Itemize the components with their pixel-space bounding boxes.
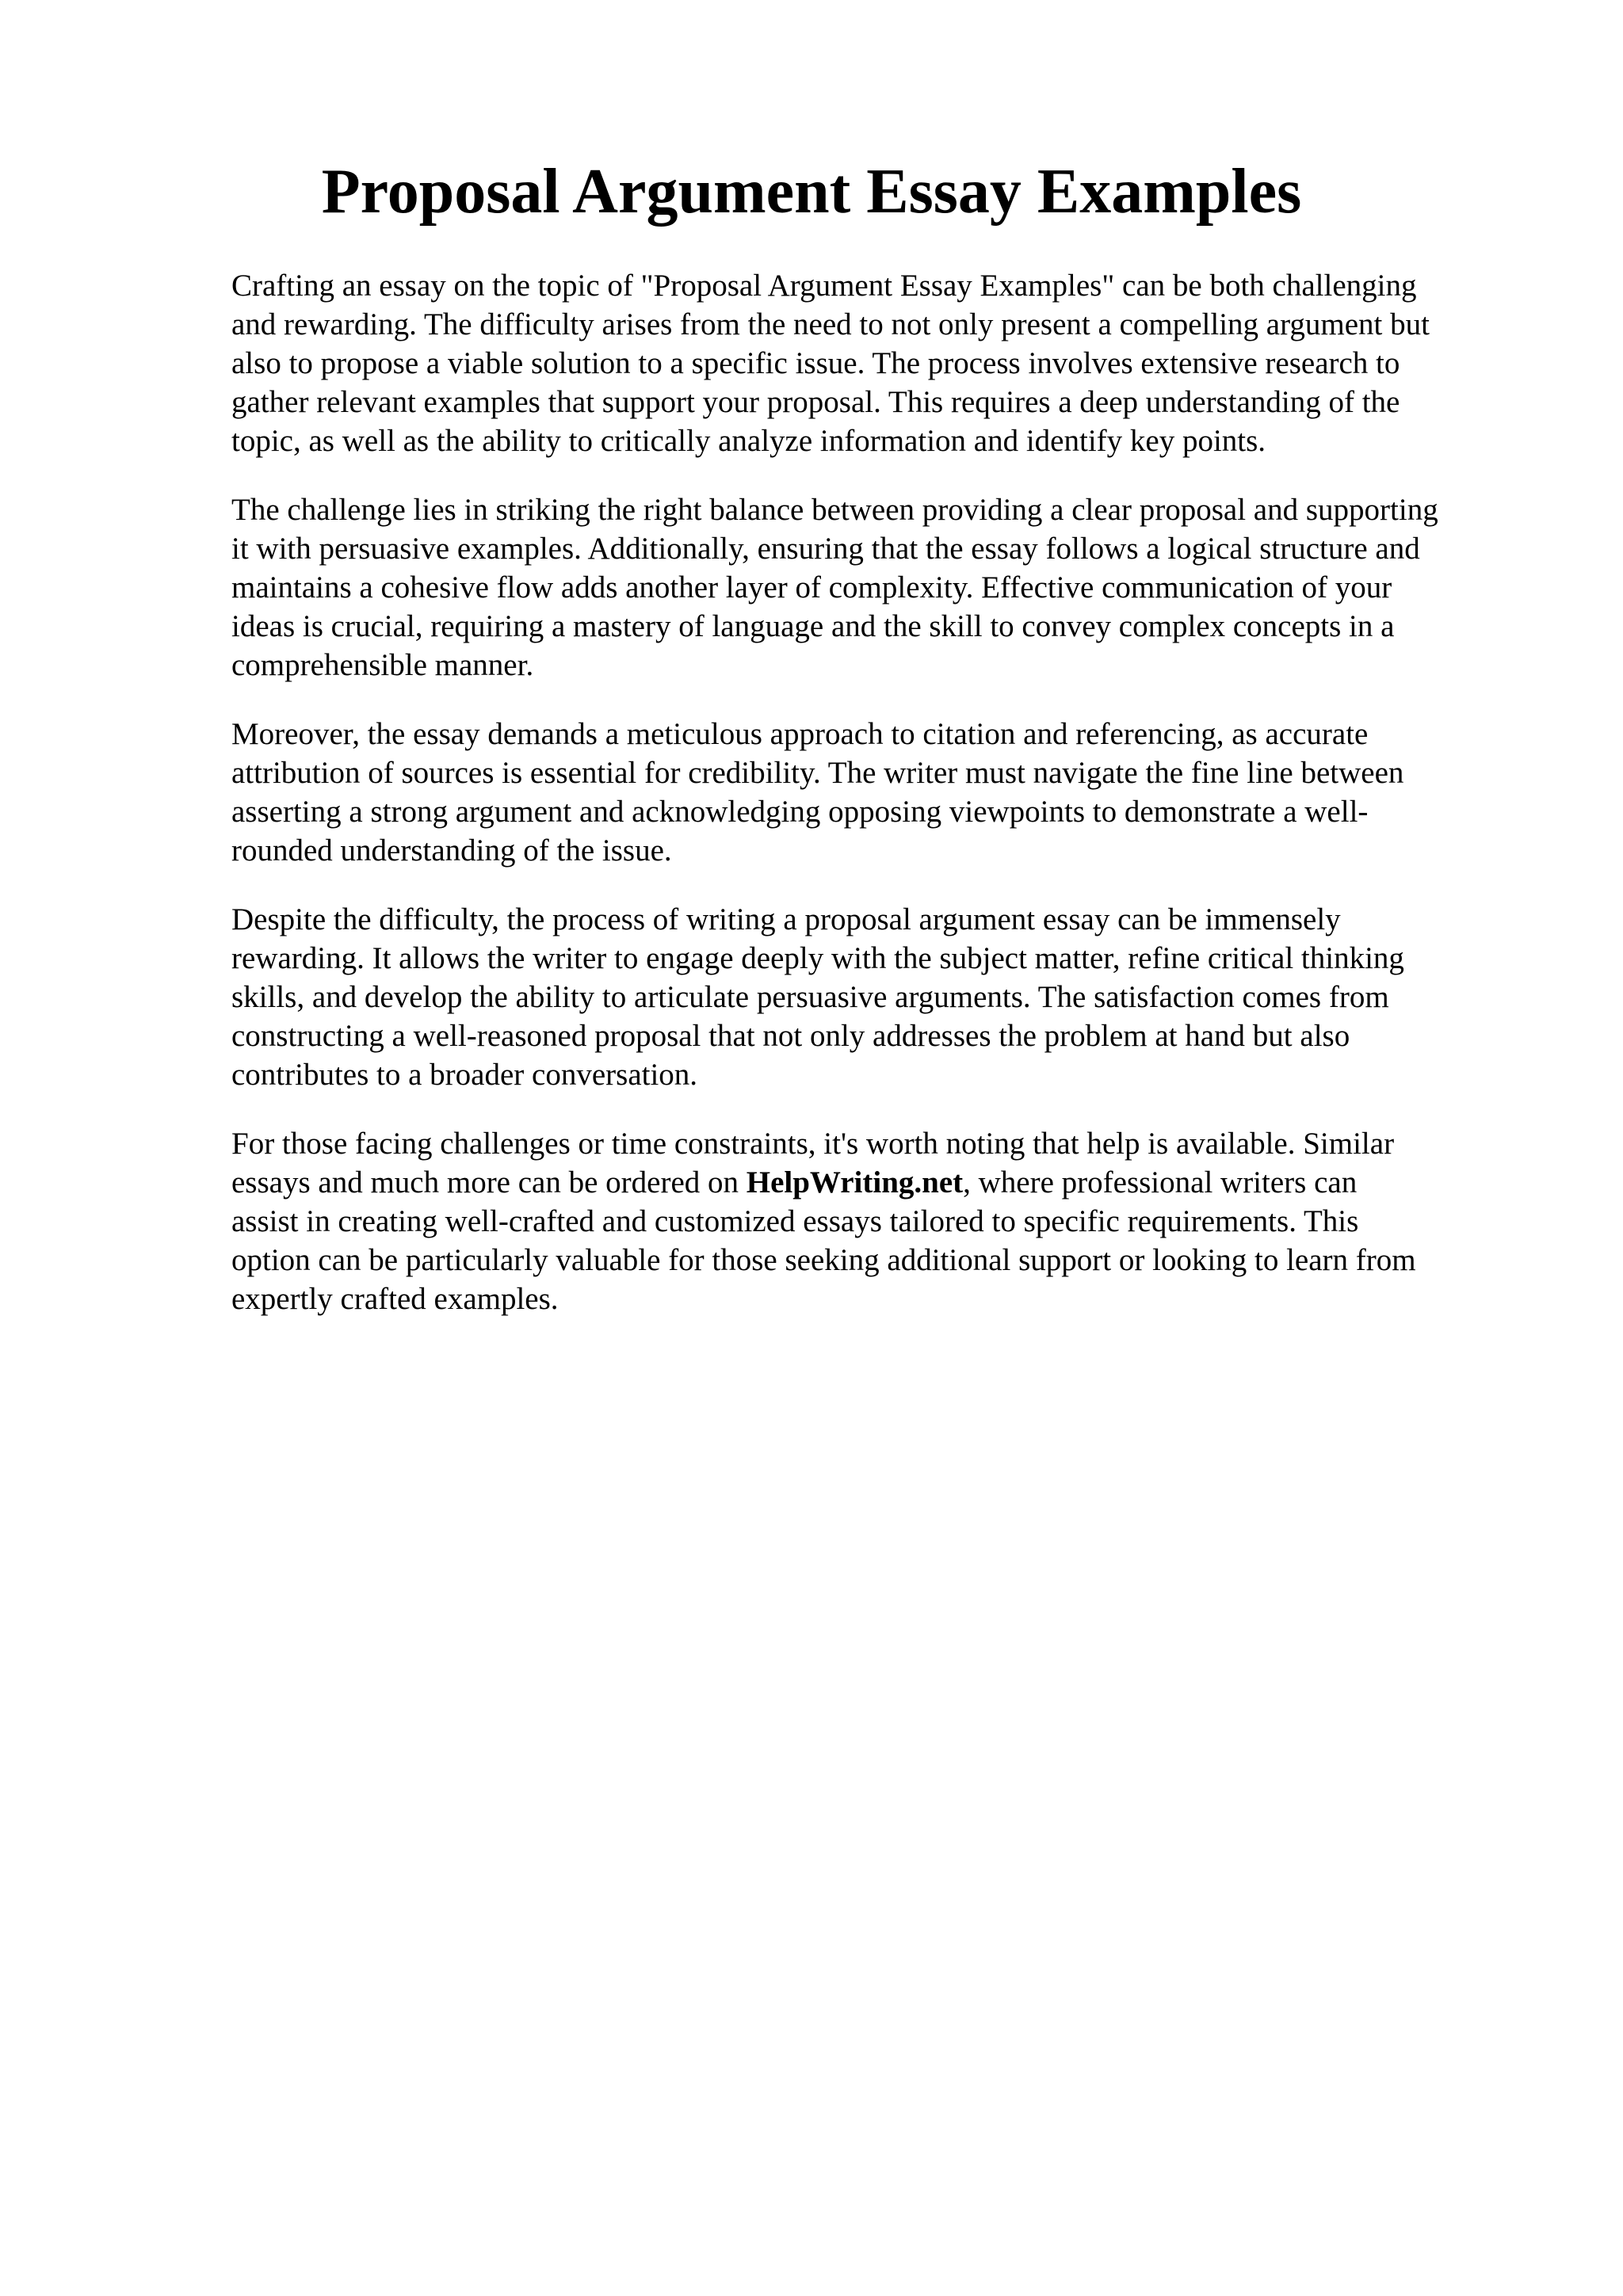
- text-line: skills, and develop the ability to articulate persuasive arguments. The satisfaction comes from: [231, 980, 1389, 1014]
- text-line: Crafting an essay on the topic of "Proposal Argument Essay Examples" can be both challenging: [231, 269, 1417, 303]
- text-line: asserting a strong argument and acknowledging opposing viewpoints to demonstrate a well-: [231, 795, 1369, 829]
- text-segment: , where professional writers can: [963, 1165, 1358, 1199]
- text-line-with-link: [231, 1163, 1531, 1202]
- paragraph-3: [231, 715, 1531, 870]
- text-line: gather relevant examples that support your proposal. This requires a deep understanding of the: [231, 385, 1400, 419]
- text-line: rewarding. It allows the writer to engage deeply with the subject matter, refine critical thinking: [231, 941, 1404, 975]
- text-line: it with persuasive examples. Additionally, ensuring that the essay follows a logical structure and: [231, 532, 1420, 566]
- text-segment: essays and much more can be ordered on: [231, 1165, 747, 1199]
- text-line: comprehensible manner.: [231, 648, 534, 682]
- paragraph-1: [231, 266, 1531, 460]
- text-line: and rewarding. The difficulty arises from the need to not only present a compelling argument but: [231, 307, 1430, 341]
- text-line: Moreover, the essay demands a meticulous approach to citation and referencing, as accurate: [231, 717, 1369, 751]
- text-line: also to propose a viable solution to a specific issue. The process involves extensive research to: [231, 346, 1400, 380]
- paragraph-2: [231, 490, 1531, 685]
- helpwriting-link[interactable]: HelpWriting.net: [746, 1165, 964, 1199]
- text-line: topic, as well as the ability to critically analyze information and identify key points.: [231, 424, 1266, 458]
- text-line: The challenge lies in striking the right balance between providing a clear proposal and supporting: [231, 493, 1438, 527]
- text-line: maintains a cohesive flow adds another layer of complexity. Effective communication of your: [231, 570, 1392, 605]
- paragraph-4: [231, 900, 1531, 1094]
- document-title: Proposal Argument Essay Examples: [321, 157, 1302, 227]
- text-line: option can be particularly valuable for those seeking additional support or looking to learn from: [231, 1243, 1416, 1277]
- paragraph-5: [231, 1124, 1531, 1318]
- text-line: expertly crafted examples.: [231, 1282, 559, 1316]
- text-line: ideas is crucial, requiring a mastery of language and the skill to convey complex concepts in a: [231, 609, 1395, 643]
- text-line: contributes to a broader conversation.: [231, 1058, 698, 1092]
- text-line: assist in creating well-crafted and customized essays tailored to specific requirements. This: [231, 1204, 1359, 1238]
- text-line: constructing a well-reasoned proposal that not only addresses the problem at hand but also: [231, 1019, 1350, 1053]
- text-line: Despite the difficulty, the process of writing a proposal argument essay can be immensely: [231, 902, 1341, 936]
- text-line: rounded understanding of the issue.: [231, 833, 672, 868]
- document-body: [231, 266, 1531, 1348]
- text-line: attribution of sources is essential for credibility. The writer must navigate the fine line between: [231, 756, 1404, 790]
- text-line: For those facing challenges or time constraints, it's worth noting that help is available. Similar: [231, 1127, 1395, 1161]
